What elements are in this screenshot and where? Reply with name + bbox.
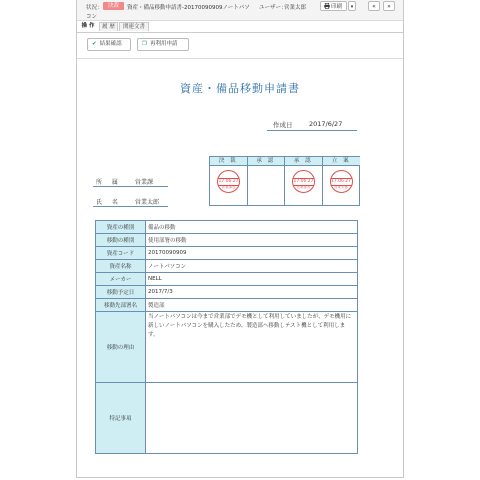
- row-label: 移動の理由: [96, 312, 146, 383]
- user-label: ユーザー：: [259, 5, 287, 11]
- reuse-request-button[interactable]: [137, 38, 189, 51]
- print-dropdown-button[interactable]: [348, 1, 356, 11]
- row-value: NELL: [146, 273, 358, 286]
- tab-operations[interactable]: 操 作: [81, 23, 95, 29]
- table-row: [96, 312, 358, 383]
- stamp-date: 17.06.27: [293, 179, 314, 184]
- stamp-name: 営業課長: [221, 185, 236, 189]
- row-label: 移動の種別: [96, 234, 146, 247]
- double-chevron-right-icon: »: [387, 3, 391, 10]
- status-badge: 決裁: [103, 2, 124, 10]
- created-date-label: 作成日: [273, 121, 293, 129]
- approval-header: 立 案: [323, 157, 361, 166]
- user-name: 営業太郎: [284, 5, 307, 11]
- name-value: 営業太郎: [135, 199, 160, 206]
- double-chevron-left-icon: «: [372, 3, 376, 10]
- print-label: 印刷: [331, 4, 343, 10]
- stamp-date: 17.06.27: [218, 179, 239, 184]
- status-bar: [77, 0, 403, 21]
- approval-header: 承 認: [285, 157, 322, 166]
- printer-icon: [324, 3, 330, 9]
- page-title: 資産・備品移動申請書: [180, 82, 300, 95]
- created-date-value: 2017/6/27: [309, 120, 343, 128]
- table-row: [96, 234, 358, 247]
- row-label: 移動予定日: [96, 286, 146, 299]
- row-value: [146, 383, 358, 454]
- reuse-request-label: 再利用申請: [149, 41, 178, 47]
- confirm-result-label: 結果確認: [99, 41, 122, 47]
- status-label: 状況：: [86, 5, 103, 11]
- row-value: 2017/7/3: [146, 286, 358, 299]
- reason-line: 当ノートパソコンは今まで営業部でデモ機として利用していましたが、デモ機用に: [148, 314, 352, 320]
- asset-info-table: [95, 220, 358, 454]
- previous-document-button[interactable]: [368, 1, 380, 11]
- name-underline: [93, 206, 168, 207]
- check-icon: ✔: [92, 41, 97, 47]
- table-row: [96, 286, 358, 299]
- approval-stamp-box: [209, 156, 360, 206]
- date-underline: [267, 130, 357, 131]
- copy-icon: ❐: [142, 41, 147, 47]
- approval-header: 承 認: [248, 157, 285, 166]
- row-label: 資産名称: [96, 260, 146, 273]
- row-label: メーカー: [96, 273, 146, 286]
- department-underline: [93, 186, 168, 187]
- tab-history[interactable]: 履 歴: [99, 22, 118, 31]
- tab-bar: [77, 21, 403, 33]
- approval-column-approve-2: [285, 157, 323, 205]
- table-row: [96, 299, 358, 312]
- stamp-name: 営業部長: [296, 185, 311, 189]
- approval-column-drafter: [323, 157, 361, 205]
- print-button[interactable]: [320, 1, 347, 11]
- department-value: 営業課: [135, 179, 154, 186]
- table-row: [96, 383, 358, 454]
- row-label: 特記事項: [96, 383, 146, 454]
- table-row: [96, 260, 358, 273]
- department-label: 所 属: [96, 179, 122, 186]
- approval-column-final: [210, 157, 248, 205]
- approval-stamp: [330, 170, 353, 193]
- row-value-reason: [146, 312, 358, 383]
- table-row: [96, 247, 358, 260]
- row-value: 20170090909: [146, 247, 358, 260]
- row-label: 資産コード: [96, 247, 146, 260]
- stamp-name: 営業太郎: [334, 185, 348, 189]
- document-name: 資産・備品移動申請書-20170090909ノートパソ: [127, 5, 250, 11]
- row-value: 製造部: [146, 299, 358, 312]
- tab-related-documents[interactable]: 関連文書: [119, 22, 149, 31]
- row-label: 資産の種別: [96, 221, 146, 234]
- approval-header: 決 裁: [210, 157, 247, 166]
- app-window: [76, 0, 404, 478]
- divider: [77, 58, 403, 59]
- name-label: 氏 名: [96, 199, 122, 206]
- row-value: 使用部署の移動: [146, 234, 358, 247]
- stamp-date: 17.06.27: [330, 179, 352, 184]
- approval-column-approve-1: [248, 157, 286, 205]
- row-value: ノートパソコン: [146, 260, 358, 273]
- table-row: [96, 273, 358, 286]
- caret-down-icon: ▾: [350, 4, 354, 10]
- row-value: 備品の移動: [146, 221, 358, 234]
- document-name-continued: コン: [86, 14, 98, 20]
- reason-line: 新しいノートパソコンを購入したため、製造部へ移動しテスト機として利用しま: [148, 323, 346, 329]
- row-label: 移動先部署名: [96, 299, 146, 312]
- confirm-result-button[interactable]: [87, 38, 131, 51]
- approval-stamp: [217, 170, 240, 193]
- approval-stamp: [292, 170, 315, 193]
- next-document-button[interactable]: [383, 1, 395, 11]
- reason-line: す。: [148, 332, 159, 338]
- table-row: [96, 221, 358, 234]
